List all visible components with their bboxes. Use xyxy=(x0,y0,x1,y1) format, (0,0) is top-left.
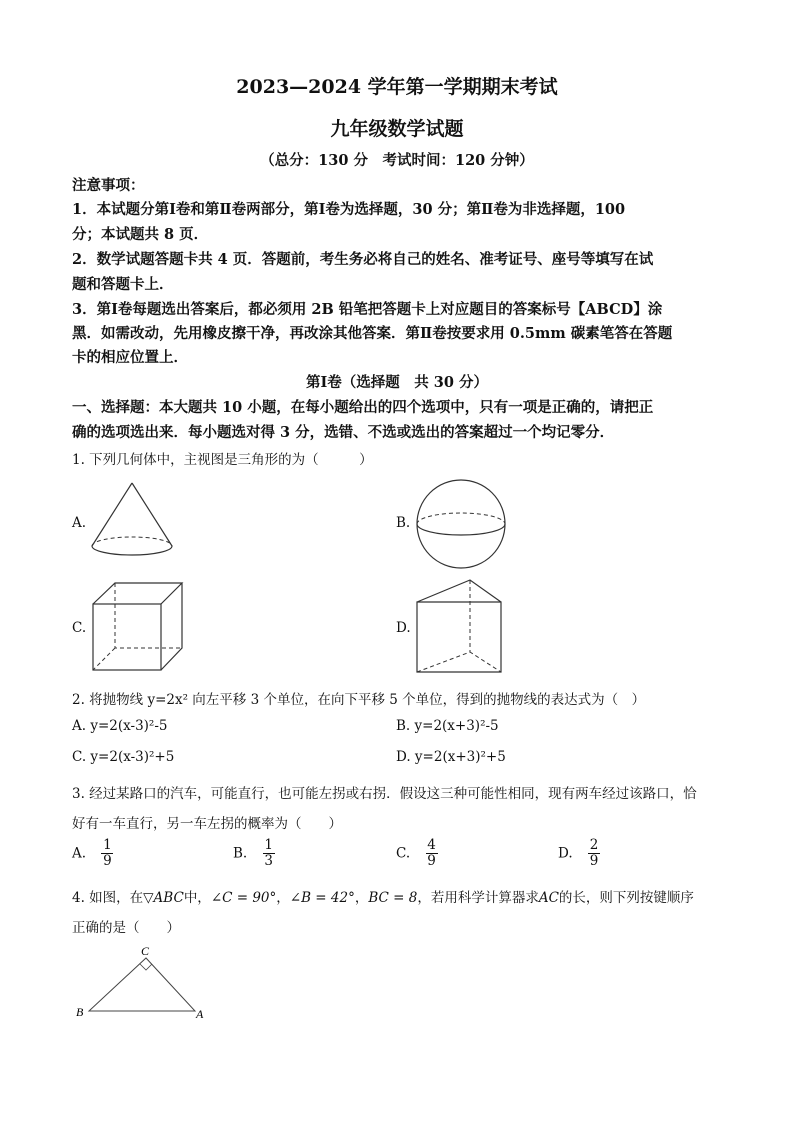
q4-stem-text: ，若用科学计算器求 xyxy=(417,890,539,906)
note-line: 卡的相应位置上． xyxy=(72,349,188,366)
section-instruction: 一、选择题：本大题共 10 小题，在每小题给出的四个选项中，只有一项是正确的，请把正 xyxy=(72,399,654,416)
exam-info: （总分：130 分 考试时间：120 分钟） xyxy=(260,152,534,169)
triangular-prism-icon xyxy=(414,578,504,674)
q2-option-b: B. y=2(x+3)²-5 xyxy=(396,718,499,734)
q2-option-a: A. y=2(x-3)²-5 xyxy=(72,718,168,734)
q4-stem: 正确的是（ ） xyxy=(72,920,180,936)
q3-option-b xyxy=(233,838,275,869)
q1-option-b-label: B. xyxy=(396,515,411,531)
vertex-label-a: A xyxy=(196,1007,204,1021)
q4-triangle: ▽ABC xyxy=(143,890,184,906)
q1-option-d-label: D. xyxy=(396,620,411,636)
exam-title: 2023—2024 学年第一学期期末考试 xyxy=(236,76,558,98)
q4-bc: BC = 8 xyxy=(368,890,418,906)
q4-stem-text: 的长，则下列按键顺序 xyxy=(558,890,694,906)
note-line: 3．第Ⅰ卷每题选出答案后，都必须用 2B 铅笔把答题卡上对应题目的答案标号【ABCD】涂 xyxy=(72,301,663,318)
q4-stem xyxy=(72,886,694,906)
q4-stem-text: 中， xyxy=(183,890,211,906)
section-instruction: 确的选项选出来．每小题选对得 3 分，选错、不选或选出的答案超过一个均记零分． xyxy=(72,424,615,441)
notes-heading: 注意事项： xyxy=(72,177,145,194)
vertex-label-c: C xyxy=(141,944,150,958)
note-line: 黑．如需改动，先用橡皮擦干净，再改涂其他答案．第Ⅱ卷按要求用 0.5mm 碳素笔答在答题 xyxy=(72,325,673,342)
sphere-icon xyxy=(414,478,508,572)
q1-option-a-label: A. xyxy=(72,515,87,531)
fraction xyxy=(588,838,601,869)
numerator: 4 xyxy=(427,837,436,853)
note-line: 1．本试题分第Ⅰ卷和第Ⅱ卷两部分，第Ⅰ卷为选择题，30 分；第Ⅱ卷为非选择题，100 xyxy=(72,201,626,218)
section-title: 第Ⅰ卷（选择题 共 30 分） xyxy=(305,374,489,391)
q3-stem: 3. 经过某路口的汽车，可能直行，也可能左拐或右拐．假设这三种可能性相同，现有两车经过该路口，恰 xyxy=(72,786,697,802)
option-label: C. xyxy=(396,845,411,862)
note-line: 题和答题卡上． xyxy=(72,276,174,293)
q2-option-c: C. y=2(x-3)²+5 xyxy=(72,749,175,765)
denominator: 9 xyxy=(103,853,112,869)
q1-stem: 1. 下列几何体中，主视图是三角形的为（ ） xyxy=(72,452,373,468)
denominator: 3 xyxy=(264,853,273,869)
numerator: 1 xyxy=(264,837,273,853)
q1-option-c-label: C. xyxy=(72,620,87,636)
q4-stem-text: 4. 如图，在 xyxy=(72,890,144,906)
option-label: B. xyxy=(233,845,248,862)
denominator: 9 xyxy=(427,853,436,869)
right-triangle-figure xyxy=(70,940,220,1024)
q3-option-a xyxy=(72,838,114,869)
option-label: D. xyxy=(558,845,573,862)
option-label: A. xyxy=(72,845,87,862)
q3-option-d xyxy=(558,838,600,869)
note-line: 分；本试题共 8 页． xyxy=(72,226,209,243)
exam-subtitle: 九年级数学试题 xyxy=(330,118,464,140)
q4-ac: AC xyxy=(538,890,559,906)
q2-stem: 2. 将抛物线 y=2x² 向左平移 3 个单位，在向下平移 5 个单位，得到的抛物线的表达式为（ ） xyxy=(72,692,646,708)
q4-angle-c: ∠C = 90° xyxy=(210,890,277,906)
q4-stem-text: ， xyxy=(276,890,290,906)
q4-angle-b: ∠B = 42° xyxy=(289,890,355,906)
cone-icon xyxy=(88,480,178,564)
q4-stem-text: ， xyxy=(354,890,369,906)
q3-stem: 好有一车直行，另一车左拐的概率为（ ） xyxy=(72,816,342,832)
vertex-label-b: B xyxy=(76,1005,84,1019)
fraction xyxy=(425,838,438,869)
q3-option-c xyxy=(396,838,438,869)
cube-icon xyxy=(92,582,184,672)
numerator: 2 xyxy=(589,837,599,853)
note-line: 2．数学试题答题卡共 4 页．答题前，考生务必将自己的姓名、准考证号、座号等填写在试 xyxy=(72,251,654,268)
denominator: 9 xyxy=(589,853,599,869)
fraction xyxy=(262,838,275,869)
q2-option-d: D. y=2(x+3)²+5 xyxy=(396,749,506,765)
fraction xyxy=(101,838,114,869)
numerator: 1 xyxy=(103,837,112,853)
